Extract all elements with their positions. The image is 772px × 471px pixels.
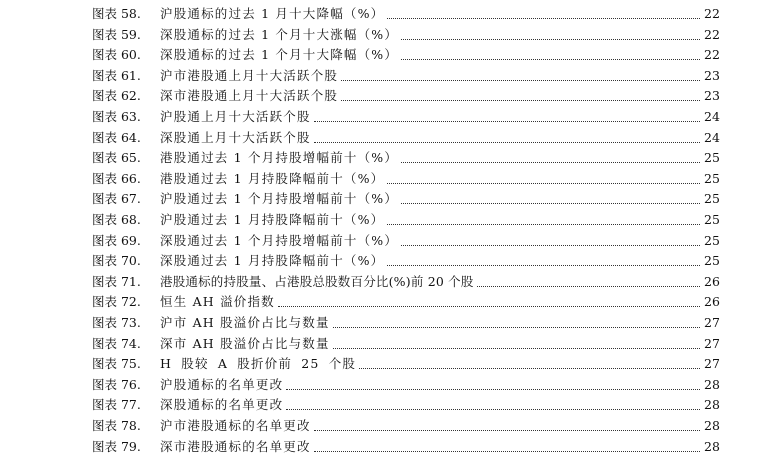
figure-number: 图表 68. <box>92 212 141 227</box>
figure-number: 图表 63. <box>92 109 141 124</box>
figure-number: 图表 78. <box>92 418 141 433</box>
page-number: 25 <box>704 191 720 207</box>
page-number: 25 <box>704 253 720 269</box>
toc-entry[interactable] <box>92 146 718 166</box>
dot-leader <box>387 182 700 184</box>
figure-title: 沪市 AH 股溢价占比与数量 <box>160 315 330 330</box>
figure-number: 图表 62. <box>92 88 141 104</box>
figure-title: 港股通标的持股量、占港股总股数百分比(%)前 20 个股 <box>160 273 474 289</box>
page-number: 27 <box>704 356 720 372</box>
toc-entry[interactable] <box>92 229 718 249</box>
toc-entry[interactable] <box>92 290 718 310</box>
figure-title: 深股通过去 1 个月持股增幅前十（%） <box>160 232 399 248</box>
toc-entry[interactable] <box>92 167 718 187</box>
dot-leader <box>387 17 700 19</box>
figure-title: 沪市港股通上月十大活跃个股 <box>160 67 339 83</box>
figure-title: 深股通上月十大活跃个股 <box>160 129 311 145</box>
figure-number: 图表 75. <box>92 356 141 372</box>
dot-leader <box>278 305 700 307</box>
dot-leader <box>314 120 700 122</box>
figure-title: 沪市港股通标的名单更改 <box>160 418 311 433</box>
toc-entry[interactable] <box>92 435 718 455</box>
page-number: 28 <box>704 438 720 454</box>
dot-leader <box>314 450 700 452</box>
dot-leader <box>477 285 700 287</box>
figure-number: 图表 72. <box>92 294 141 310</box>
page-number: 28 <box>704 418 720 433</box>
toc-entry[interactable] <box>92 208 718 228</box>
figure-number: 图表 79. <box>92 438 141 454</box>
page-number: 28 <box>704 376 720 392</box>
figure-title: 港股通过去 1 月持股降幅前十（%） <box>160 170 385 186</box>
toc-entry[interactable] <box>92 2 718 22</box>
figure-number: 图表 66. <box>92 170 141 186</box>
figure-number: 图表 76. <box>92 376 141 392</box>
figure-title: 深股通标的过去 1 个月十大涨幅（%） <box>160 26 399 42</box>
page-number: 22 <box>704 26 720 42</box>
figure-number: 图表 59. <box>92 26 141 42</box>
figure-number: 图表 64. <box>92 129 141 145</box>
dot-leader <box>286 388 700 390</box>
dot-leader <box>341 99 700 101</box>
toc-entry[interactable] <box>92 64 718 84</box>
dot-leader <box>359 367 700 369</box>
page-number: 26 <box>704 273 720 289</box>
page-number: 23 <box>704 88 720 104</box>
page-number: 23 <box>704 67 720 83</box>
dot-leader <box>341 79 700 81</box>
toc-entry[interactable] <box>92 352 718 372</box>
figure-title: 港股通过去 1 个月持股增幅前十（%） <box>160 150 399 166</box>
dot-leader <box>401 38 700 40</box>
dot-leader <box>333 347 700 349</box>
figure-number: 图表 70. <box>92 253 141 269</box>
page-number: 26 <box>704 294 720 310</box>
toc-entry[interactable] <box>92 249 718 269</box>
figure-number: 图表 61. <box>92 67 141 83</box>
figure-number: 图表 73. <box>92 315 141 330</box>
page-number: 22 <box>704 6 720 21</box>
page-number: 27 <box>704 335 720 351</box>
toc-entry[interactable] <box>92 311 718 331</box>
page-number: 28 <box>704 397 720 413</box>
page-number: 25 <box>704 150 720 166</box>
page-number: 25 <box>704 170 720 186</box>
dot-leader <box>401 202 700 204</box>
dot-leader <box>401 161 700 163</box>
dot-leader <box>314 429 700 431</box>
figure-number: 图表 58. <box>92 6 141 21</box>
figure-title: H 股较 A 股折价前 25 个股 <box>160 356 357 372</box>
toc-entry[interactable] <box>92 84 718 104</box>
toc-entry[interactable] <box>92 393 718 413</box>
figure-number: 图表 74. <box>92 335 141 351</box>
toc-entry[interactable] <box>92 332 718 352</box>
figure-number: 图表 65. <box>92 150 141 166</box>
figure-title: 深股通标的过去 1 个月十大降幅（%） <box>160 47 399 63</box>
page-number: 25 <box>704 212 720 227</box>
toc-entry[interactable] <box>92 23 718 43</box>
dot-leader <box>401 58 700 60</box>
figure-title: 沪股通过去 1 个月持股增幅前十（%） <box>160 191 399 207</box>
figure-title: 沪股通标的过去 1 月十大降幅（%） <box>160 6 385 21</box>
figure-number: 图表 60. <box>92 47 141 63</box>
page-number: 24 <box>704 109 720 124</box>
toc-entry[interactable] <box>92 187 718 207</box>
dot-leader <box>314 141 700 143</box>
figure-title: 深股通过去 1 月持股降幅前十（%） <box>160 253 385 269</box>
page-number: 25 <box>704 232 720 248</box>
figure-number: 图表 69. <box>92 232 141 248</box>
figure-number: 图表 67. <box>92 191 141 207</box>
dot-leader <box>286 408 700 410</box>
page-number: 22 <box>704 47 720 63</box>
dot-leader <box>401 244 700 246</box>
toc-entry[interactable] <box>92 373 718 393</box>
figure-title: 深市 AH 股溢价占比与数量 <box>160 335 330 351</box>
figure-title: 沪股通标的名单更改 <box>160 376 284 392</box>
figure-title: 深市港股通上月十大活跃个股 <box>160 88 339 104</box>
page-number: 27 <box>704 315 720 330</box>
figure-title: 深市港股通标的名单更改 <box>160 438 311 454</box>
dot-leader <box>387 264 700 266</box>
toc-entry[interactable] <box>92 126 718 146</box>
toc-entry[interactable] <box>92 414 718 434</box>
figure-title: 沪股通上月十大活跃个股 <box>160 109 311 124</box>
figure-title: 深股通标的名单更改 <box>160 397 284 413</box>
toc-entry[interactable] <box>92 43 718 63</box>
figure-title: 恒生 AH 溢价指数 <box>160 294 275 310</box>
page-number: 24 <box>704 129 720 145</box>
dot-leader <box>333 326 700 328</box>
dot-leader <box>387 223 700 225</box>
toc-entry[interactable] <box>92 105 718 125</box>
figure-title: 沪股通过去 1 月持股降幅前十（%） <box>160 212 385 227</box>
figure-number: 图表 71. <box>92 273 141 289</box>
figure-number: 图表 77. <box>92 397 141 413</box>
toc-entry[interactable] <box>92 270 718 290</box>
